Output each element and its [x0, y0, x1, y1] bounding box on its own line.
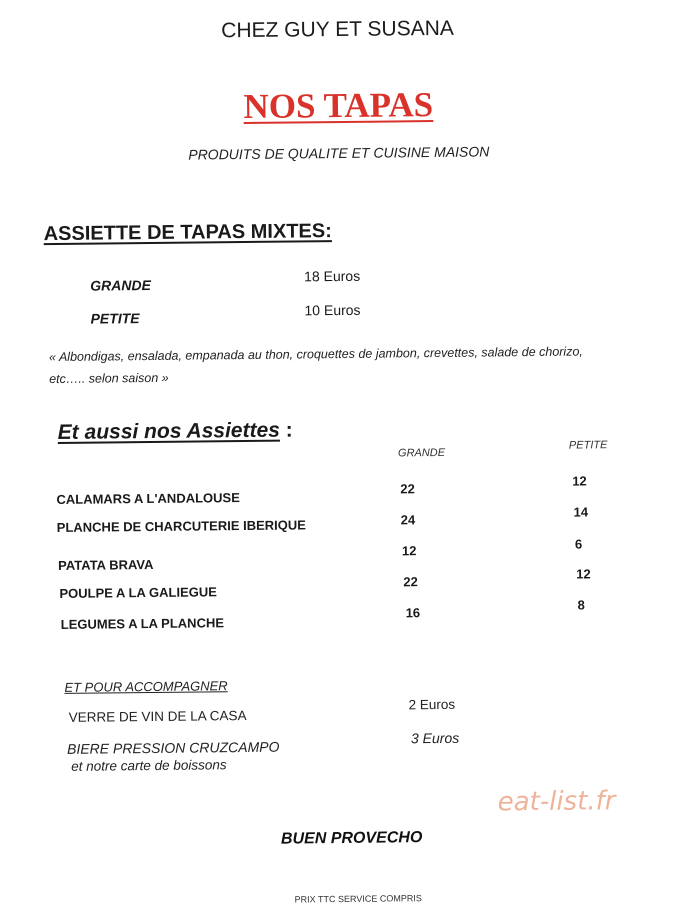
closing-message: BUEN PROVECHO: [280, 829, 423, 848]
column-header-petite: PETITE: [568, 439, 608, 452]
menu-subtitle: PRODUITS DE QUALITE ET CUISINE MAISON: [188, 143, 490, 163]
watermark-logo: eat-list.fr: [497, 786, 616, 818]
dish-price-grande: 22: [400, 481, 415, 497]
plates-heading-text: Et aussi nos Assiettes: [57, 418, 280, 444]
footer-note: PRIX TTC SERVICE COMPRIS: [294, 893, 422, 905]
dish-name: LEGUMES A LA PLANCHE: [60, 615, 225, 632]
mixed-platter-heading: ASSIETTE DE TAPAS MIXTES:: [43, 220, 332, 246]
mixed-platter-size-grande: GRANDE: [90, 276, 151, 294]
dish-name: CALAMARS A L'ANDALOUSE: [56, 490, 240, 507]
accompaniments-heading: ET POUR ACCOMPAGNER: [64, 678, 228, 695]
menu-title-text: NOS TAPAS: [243, 85, 434, 127]
dish-price-petite: 12: [572, 473, 587, 489]
mixed-platter-description-line2: etc….. selon saison »: [49, 370, 169, 387]
dish-price-petite: 14: [573, 504, 589, 520]
dish-price-grande: 12: [401, 543, 417, 559]
drink-price: 2 Euros: [408, 696, 456, 713]
dish-name: POULPE A LA GALIEGUE: [59, 584, 217, 601]
restaurant-name: CHEZ GUY ET SUSANA: [221, 16, 454, 43]
dish-price-petite: 12: [576, 566, 591, 582]
mixed-platter-price-grande: 18 Euros: [304, 267, 361, 285]
menu-title: [0, 82, 681, 129]
plates-heading-colon: :: [279, 418, 293, 442]
mixed-platter-description-line1: « Albondigas, ensalada, empanada au thon, croquettes de jambon, crevettes, salade de chorizo,: [48, 344, 583, 365]
dish-price-grande: 24: [400, 512, 416, 528]
drink-name: BIERE PRESSION CRUZCAMPO: [66, 738, 280, 757]
dish-name: PLANCHE DE CHARCUTERIE IBERIQUE: [56, 517, 306, 535]
mixed-platter-price-petite: 10 Euros: [304, 301, 361, 319]
drinks-menu-note: et notre carte de boissons: [71, 757, 227, 774]
column-header-grande: GRANDE: [397, 446, 446, 460]
drink-price: 3 Euros: [410, 729, 460, 747]
dish-price-grande: 16: [405, 605, 421, 621]
dish-price-petite: 6: [574, 536, 583, 552]
dish-name: PATATA BRAVA: [58, 556, 154, 573]
drink-name: VERRE DE VIN DE LA CASA: [68, 708, 247, 725]
mixed-platter-size-petite: PETITE: [90, 310, 140, 327]
dish-price-grande: 22: [403, 574, 418, 590]
dish-price-petite: 8: [577, 597, 585, 613]
plates-heading: [58, 419, 293, 445]
